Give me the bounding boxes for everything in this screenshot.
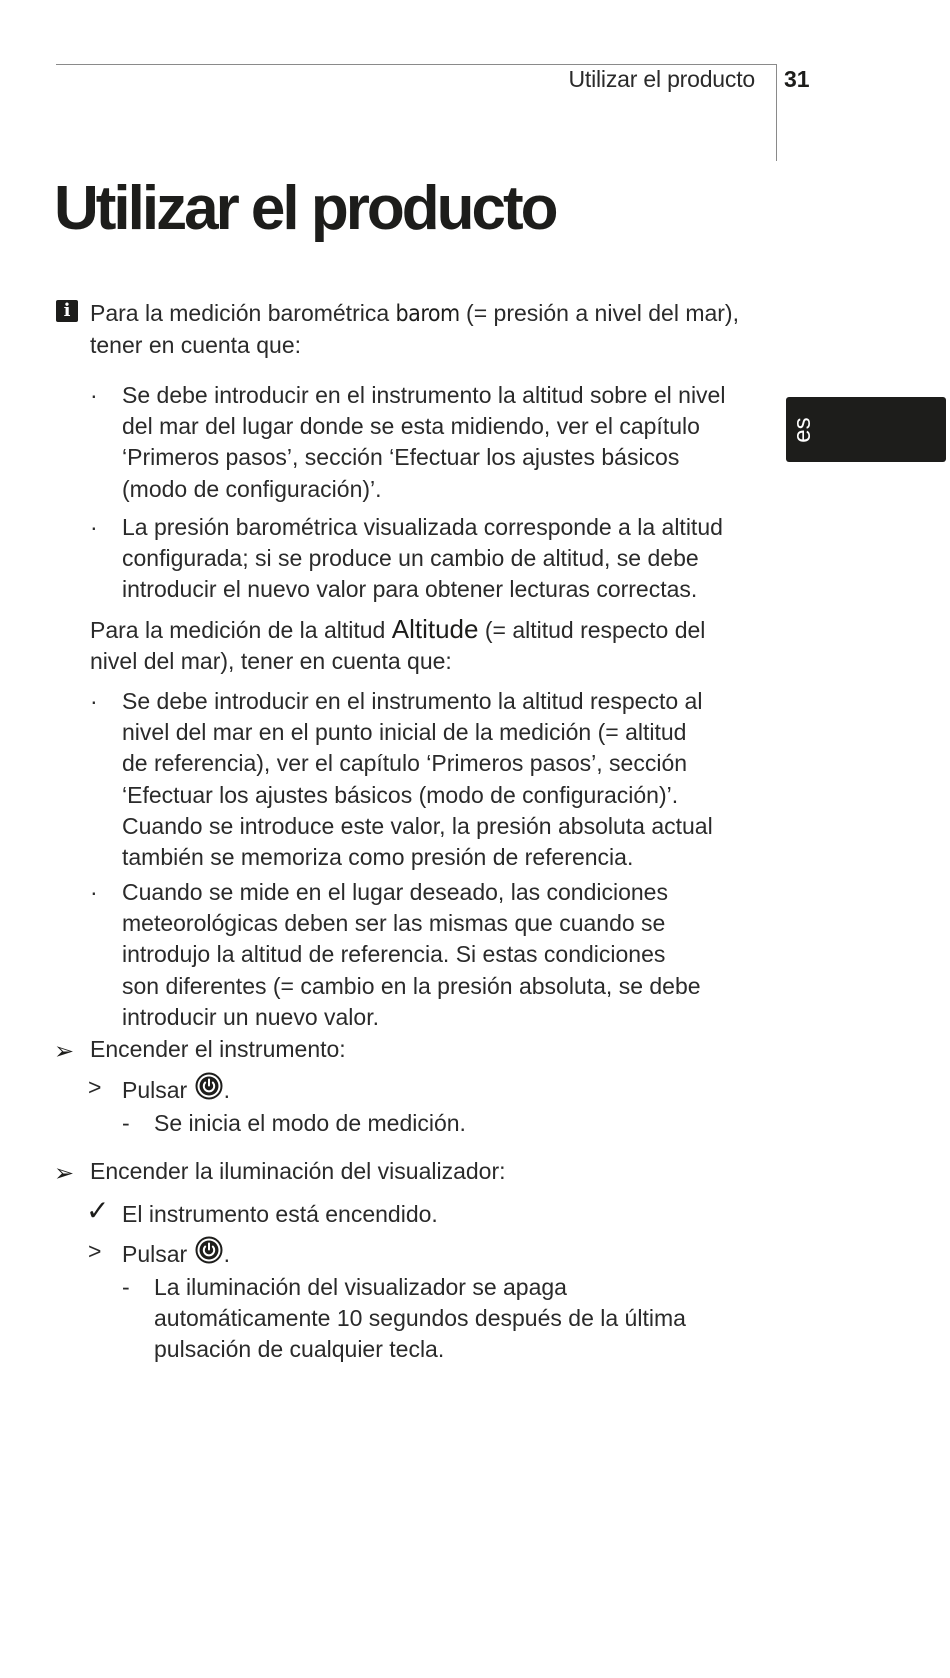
page-title: Utilizar el producto [54, 174, 556, 243]
step-end: . [223, 1077, 230, 1103]
altitude-intro-text: Para la medición de la altitud [90, 617, 392, 643]
altitude-intro-after: (= altitud respecto del [478, 617, 706, 643]
info-icon: i [56, 300, 78, 322]
bullet-dot: · [90, 879, 98, 905]
task-1-result: Se inicia el modo de medición. [154, 1110, 466, 1136]
barom-intro-line2: tener en cuenta que: [90, 332, 301, 359]
page-number: 31 [784, 66, 810, 92]
text-line: de referencia), ver el capítulo ‘Primeros pasos’, sección [122, 750, 688, 777]
step-label: Pulsar [122, 1241, 188, 1267]
text-line: Se debe introducir en el instrumento la altitud respecto al [122, 688, 703, 714]
step-label: Pulsar [122, 1077, 188, 1103]
text-line: Se debe introducir en el instrumento la altitud sobre el nivel [122, 382, 726, 408]
text-line: ‘Efectuar los ajustes básicos (modo de configuración)’. [122, 781, 679, 808]
result-marker: - [122, 1110, 130, 1136]
barom-intro-text: Para la medición barométrica [90, 300, 396, 326]
altitude-intro-line2: nivel del mar), tener en cuenta que: [90, 648, 452, 675]
text-line: Cuando se mide en el lugar deseado, las condiciones [122, 879, 668, 905]
task-2-result [154, 1272, 794, 1366]
header-vertical-rule [776, 64, 777, 161]
barom-bullet-1 [122, 380, 802, 505]
task-arrow-icon: ➢ [54, 1160, 75, 1187]
text-line: introdujo la altitud de referencia. Si estas condiciones [122, 941, 666, 968]
text-line: Cuando se introduce este valor, la presión absoluta actual [122, 812, 713, 839]
text-line: pulsación de cualquier tecla. [154, 1336, 445, 1363]
text-line: La presión barométrica visualizada corresponde a la altitud [122, 514, 723, 540]
bullet-dot: · [90, 514, 98, 540]
result-marker: - [122, 1274, 130, 1300]
text-line: ‘Primeros pasos’, sección ‘Efectuar los ajustes básicos [122, 444, 680, 471]
task-arrow-icon: ➢ [54, 1038, 75, 1065]
text-line: configurada; si se produce un cambio de altitud, se debe [122, 545, 699, 572]
task-2-step [122, 1236, 230, 1270]
check-icon: ✓ [86, 1195, 110, 1226]
step-marker: > [88, 1238, 102, 1264]
altitude-bullet-2 [122, 877, 802, 1033]
power-icon [195, 1236, 223, 1264]
text-line: La iluminación del visualizador se apaga [154, 1274, 567, 1300]
power-icon [195, 1072, 223, 1100]
language-tab [786, 397, 946, 462]
barom-intro-after: (= presión a nivel del mar), [459, 300, 739, 326]
altitude-term: Altitude [391, 614, 479, 644]
header-rule [56, 64, 776, 65]
text-line: introducir un nuevo valor. [122, 1003, 379, 1030]
bullet-dot: · [90, 382, 98, 408]
altitude-bullet-1 [122, 686, 802, 873]
running-header-title: Utilizar el producto [568, 66, 755, 92]
altitude-note-intro [90, 614, 790, 677]
barom-bullet-2 [122, 512, 802, 606]
barom-note-intro [90, 298, 790, 361]
text-line: (modo de configuración)’. [122, 475, 382, 502]
task-1-step [122, 1072, 230, 1106]
text-line: meteorológicas deben ser las mismas que cuando se [122, 910, 666, 937]
task-1-title: Encender el instrumento: [90, 1036, 346, 1062]
task-2-title: Encender la iluminación del visualizador: [90, 1158, 506, 1184]
language-tab-label: es [789, 417, 816, 443]
text-line: automáticamente 10 segundos después de la última [154, 1305, 686, 1332]
step-end: . [223, 1241, 230, 1267]
text-line: son diferentes (= cambio en la presión absoluta, se debe [122, 972, 701, 999]
task-2-precondition: El instrumento está encendido. [122, 1201, 438, 1227]
text-line: también se memoriza como presión de referencia. [122, 844, 634, 871]
step-marker: > [88, 1074, 102, 1100]
bullet-dot: · [90, 688, 98, 714]
text-line: nivel del mar en el punto inicial de la medición (= altitud [122, 719, 687, 746]
text-line: introducir el nuevo valor para obtener lecturas correctas. [122, 576, 698, 603]
text-line: del mar del lugar donde se esta midiendo, ver el capítulo [122, 413, 700, 440]
barom-term: barom [395, 301, 460, 327]
